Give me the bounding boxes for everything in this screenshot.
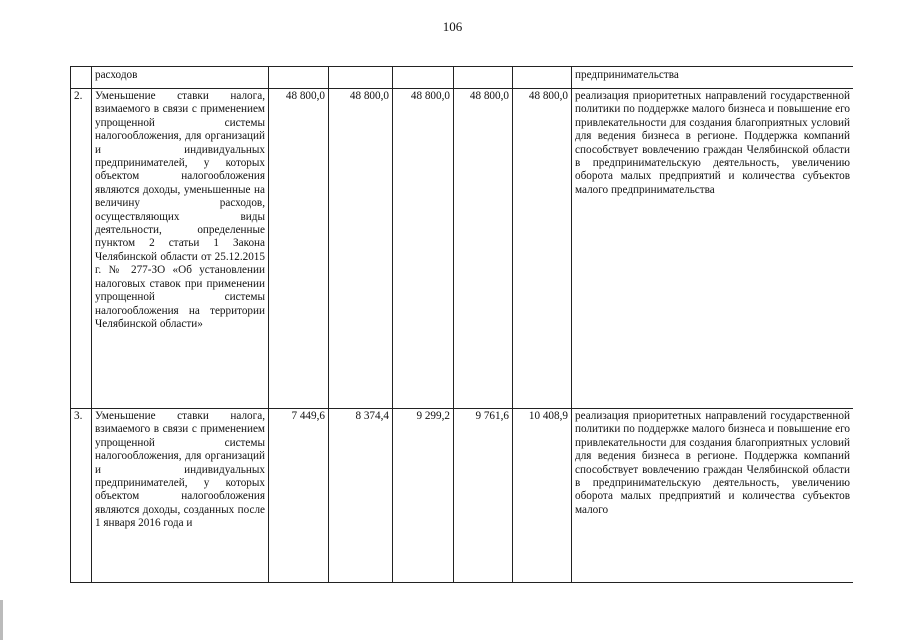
value-cell (393, 67, 454, 89)
value-cell: 48 800,0 (393, 89, 454, 409)
value-cell: 8 374,4 (329, 409, 393, 583)
row-description: расходов (92, 67, 269, 89)
value-cell (269, 67, 329, 89)
table-row (71, 409, 854, 583)
scan-edge-mark (0, 600, 3, 640)
row-goal: реализация приоритетных направлений государственной политики по поддержке малого бизнеса и повышение его привлекательности для создания благоприятных условий для ведения бизнеса в регионе. Поддержка компаний способствует вовлечению граждан Челябинской области в предпринимательскую деятельность, увеличению оборота малых предприятий и количества субъектов малого предпринимательства (572, 89, 854, 409)
value-cell: 48 800,0 (454, 89, 513, 409)
value-cell: 48 800,0 (329, 89, 393, 409)
row-goal: предпринимательства (572, 67, 854, 89)
value-cell: 9 299,2 (393, 409, 454, 583)
value-cell: 10 408,9 (513, 409, 572, 583)
row-number (71, 67, 92, 89)
value-cell: 9 761,6 (454, 409, 513, 583)
value-cell: 7 449,6 (269, 409, 329, 583)
value-cell: 48 800,0 (269, 89, 329, 409)
row-description: Уменьшение ставки налога, взимаемого в связи с применением упрощенной системы налогообложения, для организаций и индивидуальных предпринимателей, у которых объектом налогообложения являются доходы, созданных после 1 января 2016 года и (92, 409, 269, 583)
table-row (71, 89, 854, 409)
page-number: 106 (442, 19, 463, 34)
document-table-container (70, 66, 853, 636)
value-cell: 48 800,0 (513, 89, 572, 409)
row-goal: реализация приоритетных направлений государственной политики по поддержке малого бизнеса и повышение его привлекательности для создания благоприятных условий для ведения бизнеса в регионе. Поддержка компаний способствует вовлечению граждан Челябинской области в предпринимательскую деятельность, увеличению оборота малых предприятий и количества субъектов малого (572, 409, 854, 583)
value-cell (454, 67, 513, 89)
row-number: 3. (71, 409, 92, 583)
tax-expenditure-table (70, 66, 853, 583)
row-description: Уменьшение ставки налога, взимаемого в связи с применением упрощенной системы налогообложения, для организаций и индивидуальных предпринимателей, у которых объектом налогообложения являются доходы, уменьшенные на величину расходов, осуществляющих виды деятельности, определенные пунктом 2 статьи 1 Закона Челябинской области от 25.12.2015 г. № 277-ЗО «Об установлении налоговых ставок при применении упрощенной системы налогообложения на территории Челябинской области» (92, 89, 269, 409)
table-row (71, 67, 854, 89)
value-cell (513, 67, 572, 89)
value-cell (329, 67, 393, 89)
row-number: 2. (71, 89, 92, 409)
